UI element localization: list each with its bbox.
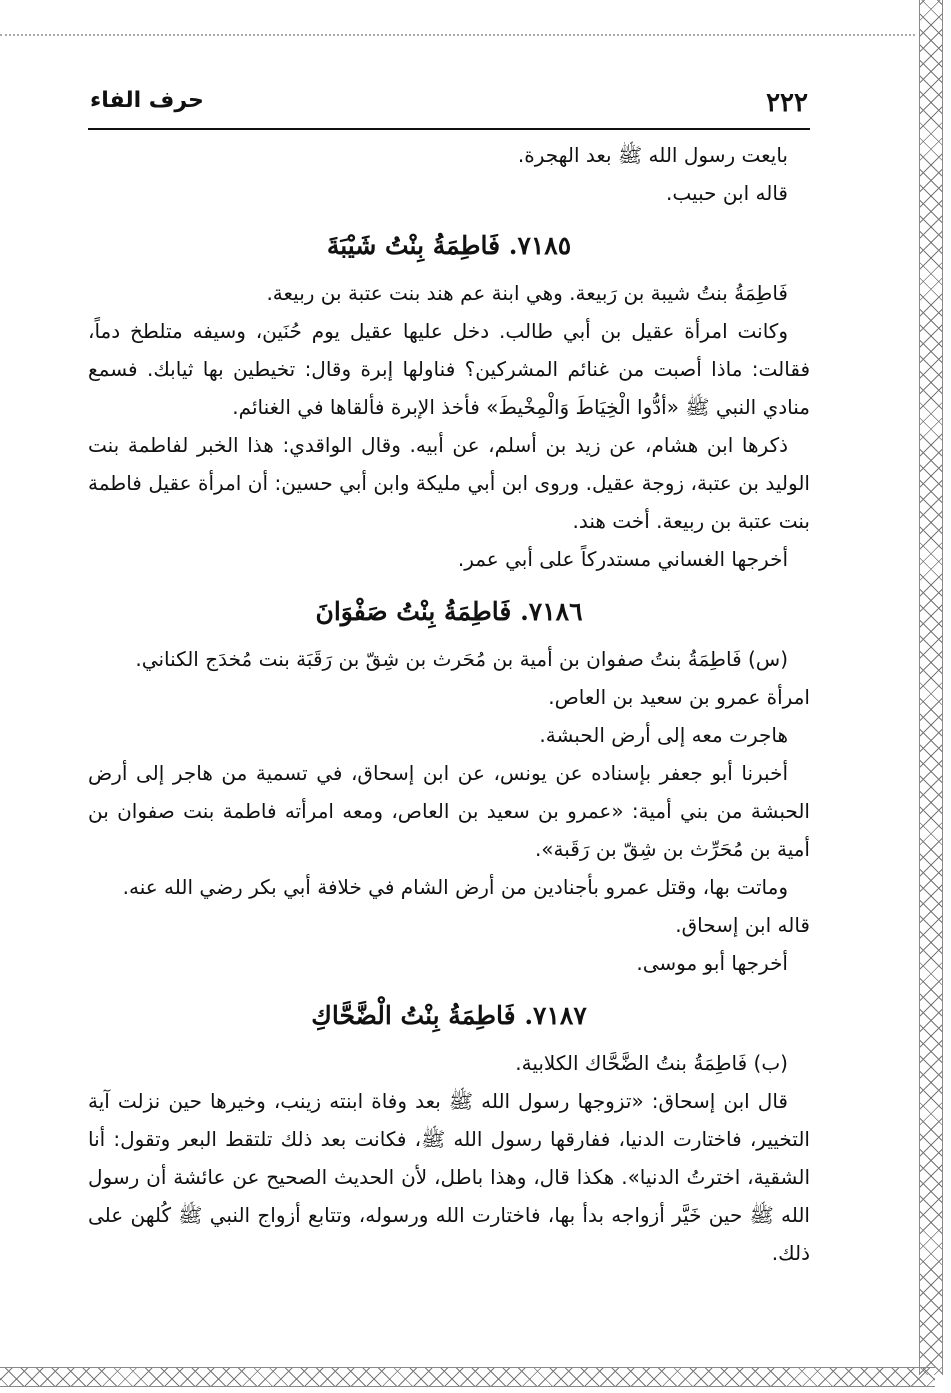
body-paragraph: وماتت بها، وقتل عمرو بأجنادين من أرض الشام في خلافة أبي بكر رضي الله عنه. [122,875,788,899]
body-paragraph: بايعت رسول الله ﷺ بعد الهجرة. [517,143,788,167]
body-paragraph: أخرجها الغساني مستدركاً على أبي عمر. [457,547,788,571]
page-number: ٢٢٢ [766,88,808,118]
top-border-ornament [0,34,915,36]
body-paragraph: أخبرنا أبو جعفر بإسناده عن يونس، عن ابن إسحاق، في تسمية من هاجر إلى أرض الحبشة من بني أمية: «عمرو بن سعيد بن العاص، ومعه امرأته فاطمة بنت صفوان بن أمية بن مُحَرِّث بن شِقّ بن رَقَبة». [88,761,810,861]
page-header [88,84,810,130]
bottom-border-ornament [0,1367,935,1387]
page-body [88,136,810,1272]
body-paragraph: فَاطِمَةُ بنتُ شيبة بن رَبيعة. وهي ابنة عم هند بنت عتبة بن ربيعة. [266,281,788,305]
right-border-ornament [919,0,943,1375]
body-paragraph: قاله ابن حبيب. [666,181,788,205]
entry-heading: ٧١٨٥. فَاطِمَةُ بِنْتُ شَيْبَةَ [326,231,572,260]
book-page [88,84,810,1272]
body-paragraph: وكانت امرأة عقيل بن أبي طالب. دخل عليها عقيل يوم حُنَين، وسيفه متلطخ دماً، فقالت: ماذا أصبت من غنائم المشركين؟ فناولها إبرة وقال: تخيطين بها ثيابك. فسمع منادي النبي ﷺ «أدُّوا الْخِيَاطَ وَالْمِخْيطَ» فأخذ الإبرة فألقاها في الغنائم. [88,319,810,419]
body-paragraph: (ب) فَاطِمَةُ بنتُ الضَّحَّاك الكلابية. [515,1051,788,1075]
body-paragraph: هاجرت معه إلى أرض الحبشة. [539,723,788,747]
body-paragraph: أخرجها أبو موسى. [636,951,788,975]
entry-heading: ٧١٨٦. فَاطِمَةُ بِنْتُ صَفْوَانَ [315,597,583,626]
body-paragraph: قال ابن إسحاق: «تزوجها رسول الله ﷺ بعد وفاة ابنته زينب، وخيرها حين نزلت آية التخيير، فاختارت الدنيا، ففارقها رسول الله ﷺ، فكانت بعد ذلك تلتقط البعر وتقول: أنا الشقية، اخترتُ الدنيا». هكذا قال، وهذا باطل، لأن الحديث الصحيح عن عائشة أن رسول الله ﷺ حين خَيَّر أزواجه بدأ بها، فاختارت الله ورسوله، وتتابع أزواج النبي ﷺ كُلهن على ذلك. [88,1089,810,1265]
entry-heading: ٧١٨٧. فَاطِمَةُ بِنْتُ الْضَّحَّاكِ [311,1001,587,1030]
body-paragraph: ذكرها ابن هشام، عن زيد بن أسلم، عن أبيه. وقال الواقدي: هذا الخبر لفاطمة بنت الوليد بن عتبة، زوجة عقيل. وروى ابن أبي مليكة وابن أبي حسين: أن امرأة عقيل فاطمة بنت عتبة بن ربيعة. أخت هند. [88,433,810,533]
body-paragraph: قاله ابن إسحاق. [675,913,810,937]
running-title: حرف الفاء [90,88,204,113]
body-paragraph: امرأة عمرو بن سعيد بن العاص. [548,685,810,709]
body-paragraph: (س) فَاطِمَةُ بنتُ صفوان بن أمية بن مُحَرث بن شِقّ بن رَقَبَة بنت مُخدَج الكناني. [135,647,788,671]
